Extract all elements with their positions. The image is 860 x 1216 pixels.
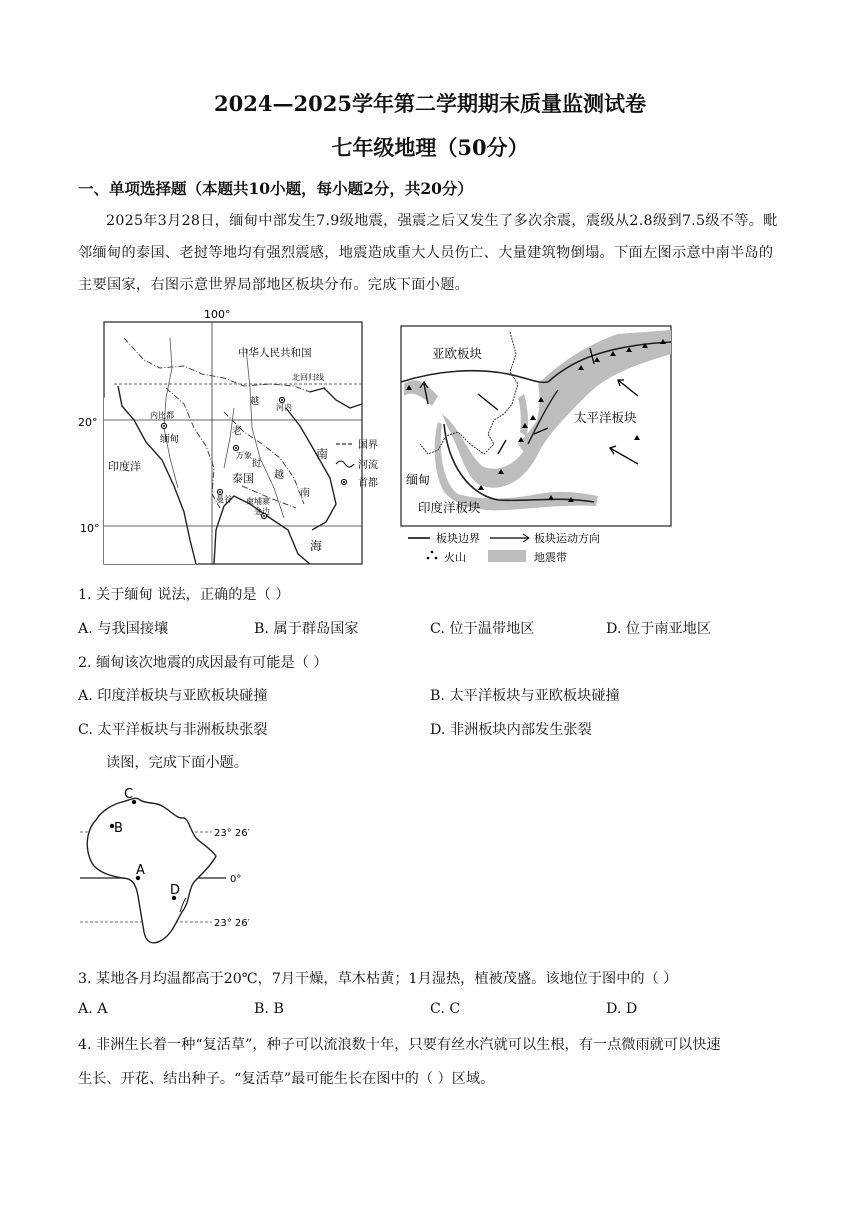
svg-text:板块边界: 板块边界 xyxy=(436,532,480,545)
svg-text:金边: 金边 xyxy=(254,507,270,516)
svg-text:C: C xyxy=(124,787,134,802)
svg-text:B: B xyxy=(114,821,123,836)
intro-paragraph: 2025年3月28日，缅甸中部发生7.9级地震，强震之后又发生了多次余震，震级从2.8级到7.5级不等。毗邻缅甸的泰国、老挝等地均有强烈震感，地震造成重大人员伤亡、大量建筑物倒塌。下面左图示意中南半岛的主要国家，右图示意世界局部地区板块分布。完成下面小题。 xyxy=(78,213,778,293)
legend-river: 河流 xyxy=(358,460,378,471)
q1-option-b[interactable]: B. 属于群岛国家 xyxy=(254,621,359,637)
label-indian-plate: 印度洋板块 xyxy=(418,500,481,515)
plate-map xyxy=(398,324,678,570)
label-myanmar: 缅甸 xyxy=(406,473,431,487)
read-map-instruction: 读图，完成下面小题。 xyxy=(106,755,248,771)
q3-stem: 3. 某地各月均温都高于20℃，7月干燥，草木枯黄；1月湿热，植被茂盛。该地位于图中的（ ） xyxy=(78,971,678,987)
svg-text:曼谷: 曼谷 xyxy=(216,495,232,504)
svg-text:老: 老 xyxy=(232,426,242,437)
africa-map xyxy=(78,786,268,952)
svg-text:印度洋: 印度洋 xyxy=(108,460,141,473)
svg-text:0°: 0° xyxy=(230,874,242,885)
q3-option-c[interactable]: C. C xyxy=(430,1001,461,1017)
q2-option-b[interactable]: B. 太平洋板块与亚欧板块碰撞 xyxy=(430,688,620,704)
q3-option-d[interactable]: D. D xyxy=(606,1001,638,1017)
q4-stem-line1: 4. 非洲生长着一种“复活草”，种子可以流浪数十年，只要有丝水汽就可以生根，有一点微雨就可以快速 xyxy=(78,1037,721,1053)
page-subtitle: 七年级地理（50分） xyxy=(331,135,529,160)
svg-text:板块运动方向: 板块运动方向 xyxy=(534,532,600,545)
svg-text:内比都: 内比都 xyxy=(150,411,174,420)
q1-option-c[interactable]: C. 位于温带地区 xyxy=(430,621,535,637)
svg-text:万象: 万象 xyxy=(236,451,252,460)
svg-text:缅甸: 缅甸 xyxy=(160,434,180,445)
svg-text:火山: 火山 xyxy=(444,551,466,564)
svg-text:挝: 挝 xyxy=(252,459,262,469)
q1-option-a[interactable]: A. 与我国接壤 xyxy=(78,621,169,637)
q2-option-a[interactable]: A. 印度洋板块与亚欧板块碰撞 xyxy=(78,688,268,704)
legend-border: 国界 xyxy=(358,440,378,451)
q2-stem: 2. 缅甸该次地震的成因最有可能是（ ） xyxy=(78,655,328,671)
svg-text:越: 越 xyxy=(274,470,284,481)
svg-text:越: 越 xyxy=(250,397,260,407)
indochina-map xyxy=(74,308,378,570)
label-pacific-plate: 太平洋板块 xyxy=(574,410,637,425)
lon-100-label: 100° xyxy=(204,308,231,321)
label-eurasian-plate: 亚欧板块 xyxy=(432,346,483,361)
svg-text:北回归线: 北回归线 xyxy=(292,373,324,382)
svg-text:柬埔寨: 柬埔寨 xyxy=(246,497,270,506)
svg-text:23° 26′: 23° 26′ xyxy=(214,918,250,929)
q2-option-c[interactable]: C. 太平洋板块与非洲板块张裂 xyxy=(78,722,268,738)
svg-text:海: 海 xyxy=(310,539,323,553)
section-heading: 一、单项选择题（本题共10小题，每小题2分，共20分） xyxy=(78,179,473,198)
svg-text:中华人民共和国: 中华人民共和国 xyxy=(238,347,312,359)
lat-20-label: 20° xyxy=(78,416,98,429)
legend-capital: 首都 xyxy=(358,478,378,489)
q1-stem: 1. 关于缅甸 说法，正确的是（ ） xyxy=(78,587,290,603)
q2-option-d[interactable]: D. 非洲板块内部发生张裂 xyxy=(430,722,592,738)
svg-text:A: A xyxy=(136,863,145,878)
svg-text:D: D xyxy=(170,883,181,898)
q1-option-d[interactable]: D. 位于南亚地区 xyxy=(606,621,712,637)
svg-text:地震带: 地震带 xyxy=(534,551,567,564)
q4-stem-line2: 生长、开花、结出种子。“复活草”最可能生长在图中的（ ）区域。 xyxy=(78,1071,495,1087)
svg-text:南: 南 xyxy=(316,447,329,461)
q3-option-a[interactable]: A. A xyxy=(78,1001,108,1017)
page-title: 2024—2025学年第二学期期末质量监测试卷 xyxy=(214,91,646,116)
svg-text:南: 南 xyxy=(300,488,310,499)
q3-option-b[interactable]: B. B xyxy=(254,1001,284,1017)
svg-text:23° 26′: 23° 26′ xyxy=(214,828,250,839)
svg-text:泰国: 泰国 xyxy=(232,472,254,485)
svg-text:河内: 河内 xyxy=(276,403,292,412)
lat-10-label: 10° xyxy=(80,522,100,535)
